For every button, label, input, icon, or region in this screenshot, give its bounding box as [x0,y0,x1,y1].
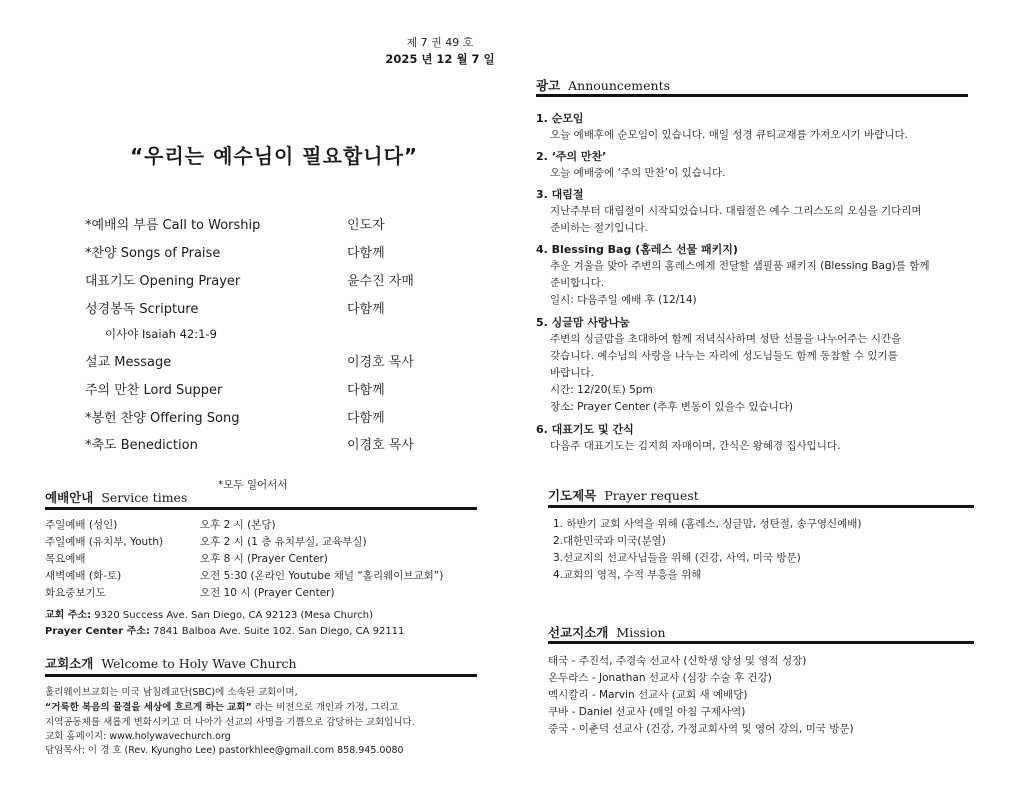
sermon-headline: “우리는 예수님이 필요합니다” [130,144,419,168]
church-vision: “거룩한 복음의 물결을 세상에 흐르게 하는 교회” [45,702,252,713]
prayer-item: 4.교회의 영적, 수적 부흥을 위해 [553,569,702,581]
announcement-heading: 6. 대표기도 및 간식 [536,423,634,436]
announcement-item [536,110,976,144]
prayer-center-address [45,622,404,637]
announcement-heading: 4. Blessing Bag (홈레스 선물 패키지) [536,243,738,256]
worship-item-leader: 다함께 [347,411,385,426]
mission-item: 멕시칼리 - Marvin 선교사 (교회 새 예배당) [548,689,748,701]
announcement-line: 준비합니다. [550,277,605,289]
section-divider [548,505,974,508]
worship-item-label: 주의 만찬 Lord Supper [85,383,223,398]
welcome-title-en: Welcome to Holy Wave Church [101,656,297,671]
worship-item-leader: 다함께 [347,302,385,317]
announcement-item [536,148,976,182]
announcement-item [536,314,976,416]
service-name: 화요중보기도 [45,587,106,599]
worship-item-leader: 윤수진 자매 [347,274,414,289]
announcement-line: 장소: Prayer Center (추후 변동이 있을수 있습니다) [550,401,793,413]
prayer-item: 1. 하반기 교회 사역을 위해 (홈레스, 싱글맘, 성탄절, 송구영신예배) [553,518,862,530]
announcements-title-en: Announcements [568,78,671,93]
mission-title [548,623,666,641]
mission-item: 중국 - 이춘덕 선교사 (건강, 가정교회사역 및 영어 강의, 미국 방문) [548,723,854,735]
announcement-item [536,421,976,455]
standing-note: *모두 일어서서 [218,479,288,491]
worship-item-leader: 다함께 [347,383,385,398]
welcome-line-2-rest: 라는 비전으로 개인과 가정, 그리고 [251,702,399,713]
worship-row [85,434,485,454]
announcement-line: 준비하는 절기입니다. [550,222,648,234]
prayer-item: 2.대한민국과 미국(분열) [553,535,666,547]
church-address-value: 9320 Success Ave. San Diego, CA 92123 (Mesa Church) [91,610,373,621]
issue-number: 제 7 권 49 호 [406,36,474,49]
service-times-title-ko: 예배안내 [45,490,94,505]
mission-title-ko: 선교지소개 [548,625,609,640]
section-divider [45,674,477,677]
prayer-center-address-value: 7841 Balboa Ave. Suite 102. San Diego, CA 92111 [149,626,405,637]
worship-row [85,242,485,262]
service-time: 오후 2 시 (본당) [200,519,276,531]
worship-row [85,379,485,399]
announcement-line: 갖습니다. 예수님의 사랑을 나누는 자리에 성도님들도 함께 동참할 수 있기를 [550,350,898,362]
worship-item-leader: 이경호 목사 [347,438,414,453]
worship-item-label: 설교 Message [85,355,172,370]
worship-row [85,407,485,427]
section-divider [548,641,974,644]
welcome-title [45,654,297,672]
scripture-reference: 이사야 Isaiah 42:1-9 [105,327,217,341]
announcement-heading: 1. 순모임 [536,112,584,125]
prayer-title-ko: 기도제목 [548,488,597,503]
service-name: 주일예배 (성인) [45,519,118,531]
welcome-line-2 [45,699,398,713]
service-time: 오전 10 시 (Prayer Center) [200,587,335,599]
service-name: 목요예배 [45,553,86,565]
worship-item-leader: 인도자 [347,218,385,233]
mission-item: 온두라스 - Jonathan 선교사 (심장 수술 후 건강) [548,672,772,684]
worship-item-leader: 이경호 목사 [347,355,414,370]
announcement-body [550,331,976,416]
worship-item-label: 성경봉독 Scripture [85,302,199,317]
welcome-title-ko: 교회소개 [45,656,94,671]
prayer-item: 3.선교지의 선교사님들을 위해 (건강, 사역, 미국 방문) [553,552,801,564]
worship-row [85,298,485,318]
announcement-line: 다음주 대표기도는 김지희 자매이며, 간식은 왕혜경 집사입니다. [550,440,841,452]
announcement-body [550,165,976,182]
service-time: 오후 2 시 (1 층 유치부실, 교육부실) [200,536,367,548]
section-divider [45,507,477,510]
prayer-center-address-label: Prayer Center 주소: [45,626,150,637]
announcement-line: 바랍니다. [550,367,594,379]
church-address [45,606,373,621]
announcements-title [536,76,670,94]
worship-item-label: *찬양 Songs of Praise [85,246,221,261]
service-times-title-en: Service times [101,490,188,505]
mission-title-en: Mission [616,625,666,640]
announcement-body [550,258,976,309]
announcement-line: 오늘 예배중에 ‘주의 만찬’이 있습니다. [550,167,726,179]
announcement-line: 추운 겨울을 맞아 주변의 홈레스에게 전달할 샘필품 패키지 (Blessing Bag)를 함께 [550,260,930,272]
church-homepage: 교회 홈페이지: www.holywavechurch.org [45,731,231,742]
worship-item-leader: 다함께 [347,246,385,261]
announcement-heading: 2. ‘주의 만찬’ [536,150,607,163]
announcement-heading: 3. 대림절 [536,188,584,201]
worship-row [85,270,485,290]
church-address-label: 교회 주소: [45,610,92,621]
bulletin-date: 2025 년 12 월 7 일 [385,52,495,66]
announcement-item [536,186,976,237]
service-time: 오후 8 시 (Prayer Center) [200,553,328,565]
announcement-line: 지난주부터 대림절이 시작되었습니다. 대림절은 예수 그리스도의 오심을 기다리며 [550,205,922,217]
prayer-title-en: Prayer request [604,488,699,503]
worship-item-label: 대표기도 Opening Prayer [85,274,241,289]
mission-item: 쿠바 - Daniel 선교사 (매일 아침 구제사역) [548,706,746,718]
mission-item: 태국 - 주진석, 주경숙 선교사 (신학생 양성 및 영적 성장) [548,655,807,667]
pastor-contact: 담임목사: 이 경 호 (Rev. Kyungho Lee) pastorkhlee@gmail.com 858.945.0080 [45,745,404,756]
section-divider [536,94,968,97]
welcome-line-1: 홀리웨이브교회는 미국 남침례교단(SBC)에 소속된 교회이며, [45,687,298,698]
announcement-line: 시간: 12/20(토) 5pm [550,384,653,396]
service-time: 오전 5:30 (온라인 Youtube 채널 “홀리웨이브교회”) [200,570,444,582]
worship-item-label: *축도 Benediction [85,438,198,453]
service-name: 주일예배 (유치부, Youth) [45,536,164,548]
announcement-heading: 5. 싱글맘 사랑나눔 [536,316,630,329]
worship-row [85,351,485,371]
announcement-body [550,438,976,455]
announcement-body [550,203,976,237]
welcome-line-3: 지역공동체를 새롭게 변화시키고 더 나아가 선교의 사명을 기쁨으로 감당하는 교회입니다. [45,717,415,728]
worship-item-label: *봉헌 찬양 Offering Song [85,411,240,426]
service-times-title [45,488,187,506]
announcement-line: 일시: 다음주일 예배 후 (12/14) [550,294,697,306]
worship-row [85,214,485,234]
prayer-title [548,486,699,504]
announcement-item [536,241,976,309]
announcement-body [550,127,976,144]
announcement-line: 주변의 싱글맘을 초대하여 함께 저녁식사하며 성탄 선물을 나누어주는 시간을 [550,333,902,345]
announcement-line: 오늘 예배후에 순모임이 있습니다. 매일 성경 큐티교재를 가져오시기 바랍니다. [550,129,908,141]
announcements-title-ko: 광고 [536,78,561,93]
worship-item-label: *예배의 부름 Call to Worship [85,218,261,233]
service-name: 새벽예배 (화-토) [45,570,122,582]
